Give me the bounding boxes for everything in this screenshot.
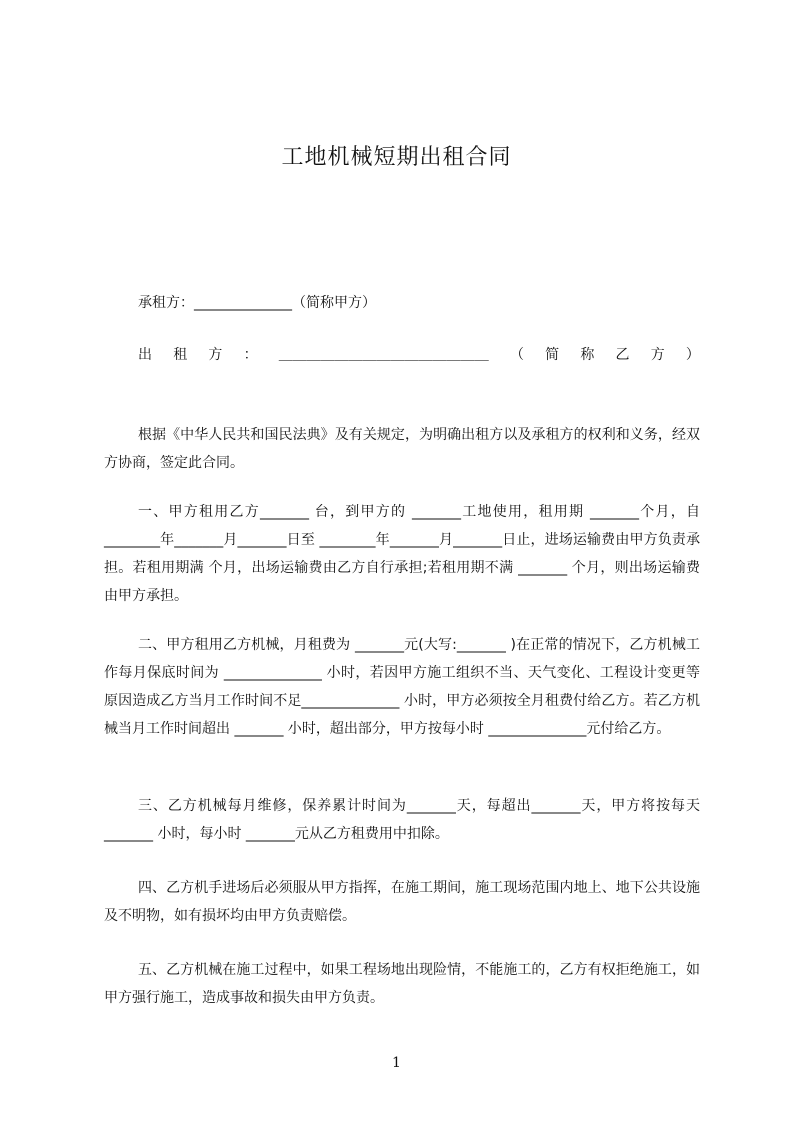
lessor-char: 方 [650,347,665,363]
lessor-char: （ [509,347,524,363]
lessor-line [138,344,700,364]
renter-line: 承租方：______________（简称甲方） [138,295,376,311]
page-number: 1 [392,1055,401,1071]
lessor-char: 称 [580,347,595,363]
paragraph-clause-3: 三、乙方机械每月维修，保养累计时间为_______天，每超出_______天，甲方将按每天_______ 小时，每小时 _______元从乙方租费用中扣除。 [104,798,700,842]
lessor-blank: ＿＿＿＿＿＿＿＿＿＿＿＿＿＿＿ [278,347,489,363]
lessor-char: 方 [208,347,223,363]
paragraph-clause-1: 一、甲方租用乙方_______ 台，到甲方的 _______工地使用，租用期 _______个月，自 ________年_______月_______日至 ________年_______月_______日止，进场运输费由甲方负责承担。若租用期满 个月，出场运输费由乙方自行承担;若租用期不满 _______ 个月，则出场运输费由甲方承担。 [104,504,700,604]
contract-title: 工地机械短期出租合同 [281,145,512,170]
lessor-char: 乙 [615,347,630,363]
paragraph-clause-2: 二、甲方租用乙方机械，月租费为 _______元(大写:_______ )在正常的情况下，乙方机械工作每月保底时间为 ______________ 小时，若因甲方施工组织不当、天气变化、工程设计变更等原因造成乙方当月工作时间不足______________ 小时，甲方必须按全月租费付给乙方。若乙方机械当月工作时间超出 _______ 小时，超出部分，甲方按每小时 ______________元付给乙方。 [104,637,700,737]
lessor-char: 租 [173,347,188,363]
lessor-char: 简 [545,347,560,363]
paragraph-preamble: 根据《中华人民共和国民法典》及有关规定，为明确出租方以及承租方的权利和义务，经双方协商，签定此合同。 [104,427,700,471]
lessor-char: ） [685,347,700,363]
lessor-char: ： [243,347,258,363]
paragraph-clause-5: 五、乙方机械在施工过程中，如果工程场地出现险情，不能施工的，乙方有权拒绝施工，如甲方强行施工，造成事故和损失由甲方负责。 [104,962,700,1006]
lessor-char: 出 [138,347,152,363]
paragraph-clause-4: 四、乙方机手进场后必须服从甲方指挥，在施工期间，施工现场范围内地上、地下公共设施及不明物，如有损坏均由甲方负责赔偿。 [104,880,700,924]
